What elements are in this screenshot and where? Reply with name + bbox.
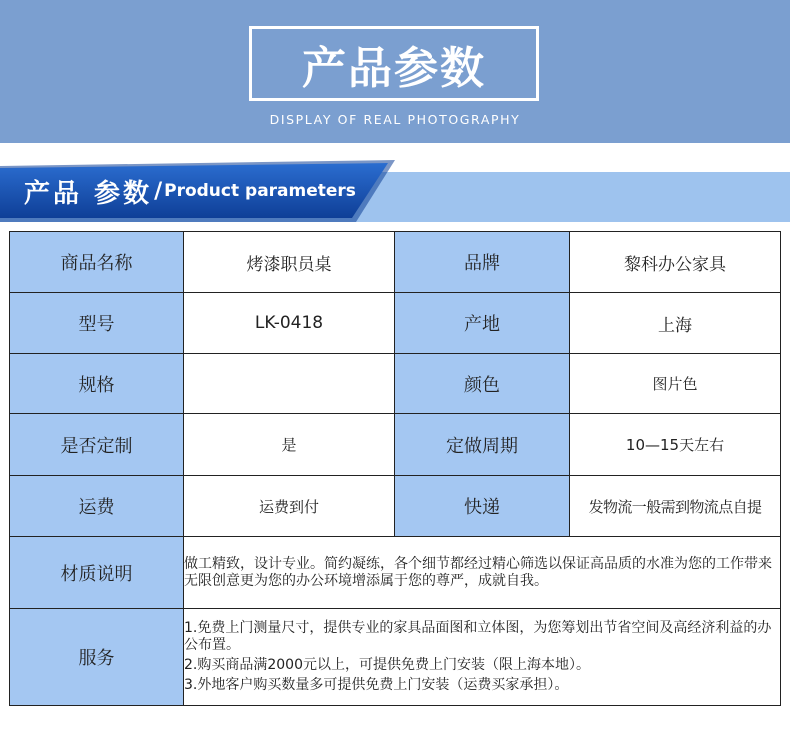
label-shipping: 运费	[10, 476, 184, 537]
value-product-name: 烤漆职员桌	[184, 232, 395, 293]
service-line-3: 3.外地客户购买数量多可提供免费上门安装（运费买家承担）。	[184, 677, 569, 693]
value-material	[184, 537, 781, 609]
value-model: LK-0418	[184, 293, 395, 354]
value-lead-time: 10—15天左右	[570, 414, 781, 476]
table-row	[10, 537, 781, 609]
banner-subtitle: DISPLAY OF REAL PHOTOGRAPHY	[269, 112, 521, 127]
parameter-table	[9, 231, 781, 706]
service-line-1: 1.免费上门测量尺寸，提供专业的家具品面图和立体图，为您筹划出节省空间及高经济利益的办公布置。	[184, 620, 772, 653]
table-row	[10, 293, 781, 354]
value-origin: 上海	[570, 293, 781, 354]
label-product-name: 商品名称	[10, 232, 184, 293]
material-text: 做工精致，设计专业。简约凝练，各个细节都经过精心筛选以保证高品质的水准为您的工作带来无限创意更为您的办公环境增添属于您的尊严，成就自我。	[184, 555, 772, 589]
table-row	[10, 232, 781, 293]
value-spec	[184, 354, 395, 414]
value-express: 发物流一般需到物流点自提	[570, 476, 781, 537]
top-banner	[0, 0, 790, 143]
label-lead-time: 定做周期	[395, 414, 570, 476]
table-row	[10, 609, 781, 706]
label-spec: 规格	[10, 354, 184, 414]
section-title-slash: /	[154, 178, 163, 204]
banner-title: 产品参数	[302, 42, 486, 94]
label-color: 颜色	[395, 354, 570, 414]
label-service: 服务	[10, 609, 184, 706]
value-service	[184, 609, 781, 706]
section-title	[24, 168, 356, 214]
section-title-cn: 产品 参数	[24, 178, 153, 209]
label-express: 快递	[395, 476, 570, 537]
section-header	[0, 160, 790, 222]
banner-title-frame	[249, 26, 539, 101]
value-shipping: 运费到付	[184, 476, 395, 537]
value-custom: 是	[184, 414, 395, 476]
value-brand: 黎科办公家具	[570, 232, 781, 293]
label-material: 材质说明	[10, 537, 184, 609]
table-row	[10, 354, 781, 414]
table-row	[10, 414, 781, 476]
value-color: 图片色	[570, 354, 781, 414]
table-row	[10, 476, 781, 537]
section-title-en: Product parameters	[164, 181, 356, 201]
service-line-2: 2.购买商品满2000元以上，可提供免费上门安装（限上海本地）。	[184, 657, 590, 673]
label-model: 型号	[10, 293, 184, 354]
label-brand: 品牌	[395, 232, 570, 293]
label-custom: 是否定制	[10, 414, 184, 476]
label-origin: 产地	[395, 293, 570, 354]
